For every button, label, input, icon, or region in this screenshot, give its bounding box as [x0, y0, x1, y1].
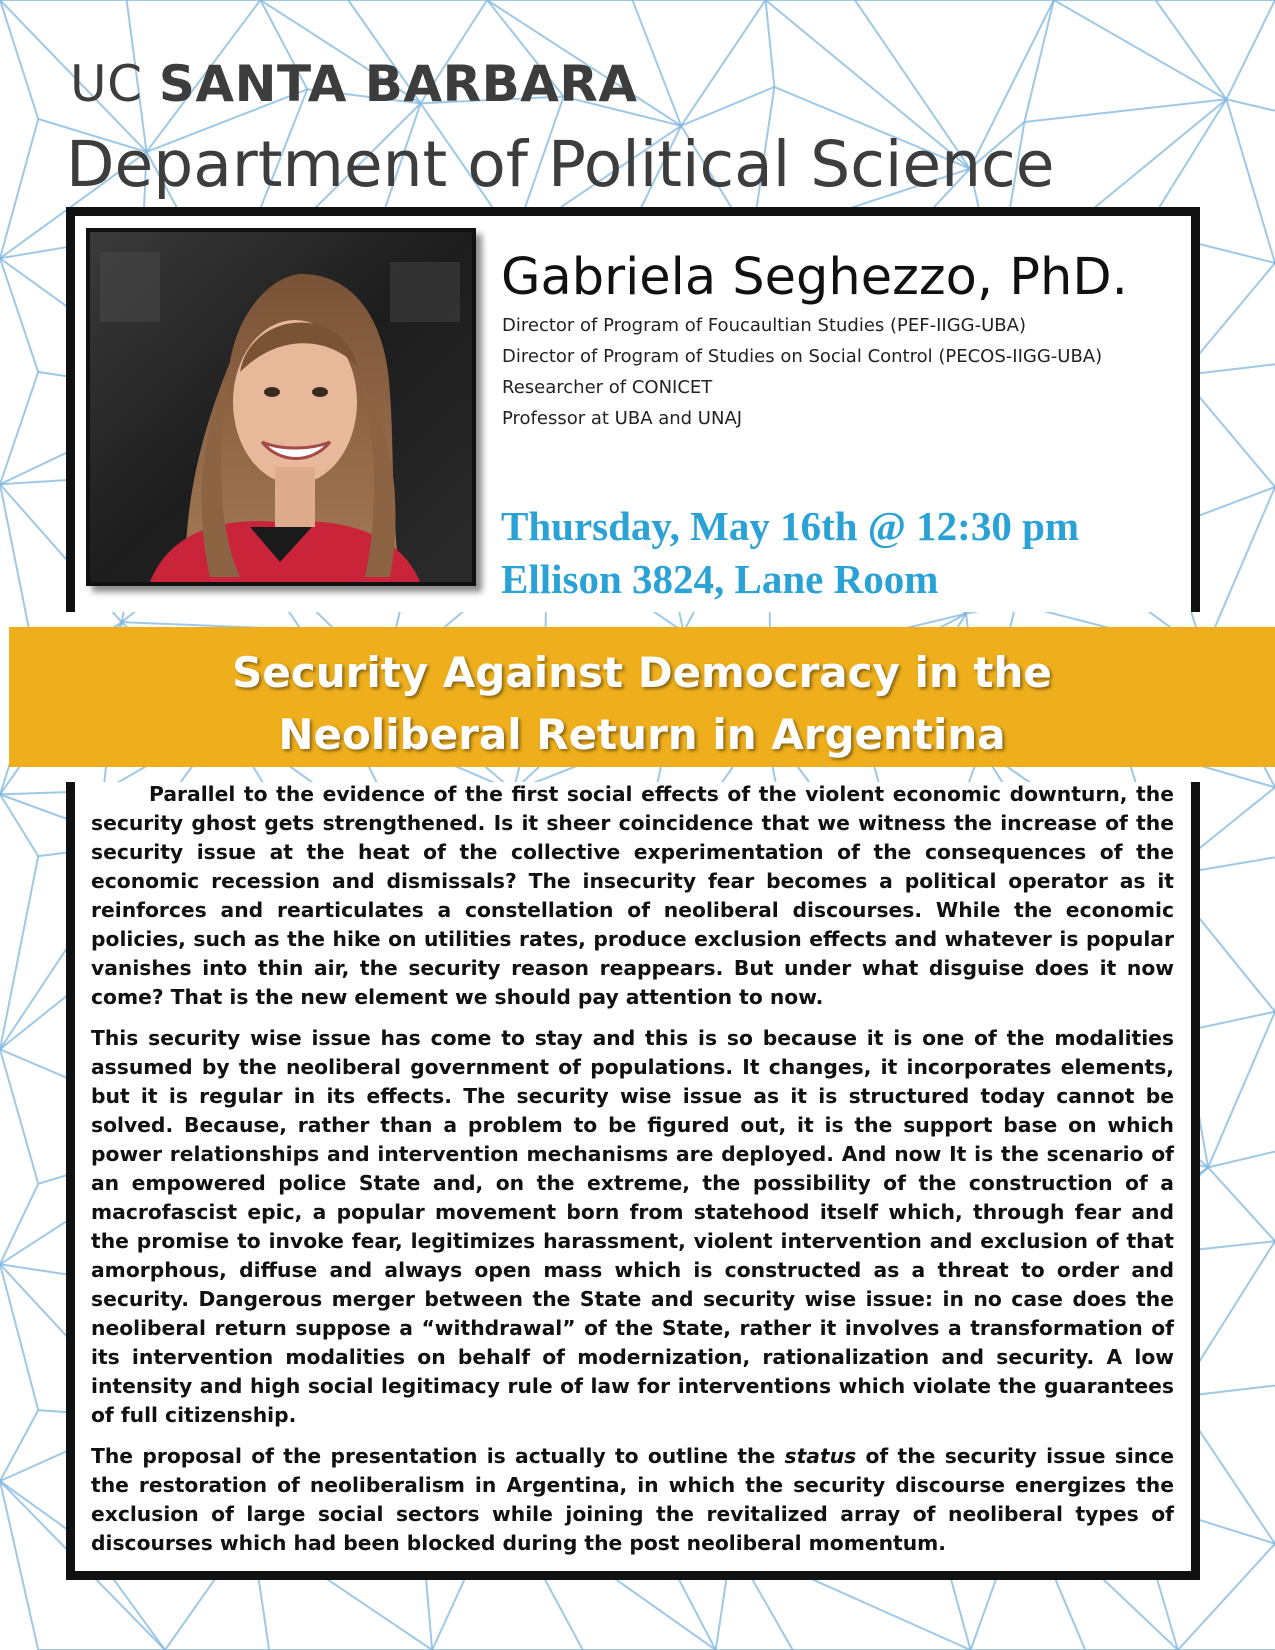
abstract-paragraph-1: Parallel to the evidence of the first social effects of the violent economic downturn, the security ghost gets strengthened. Is it sheer coincidence that we witness the increase of the security issue at the heat of the collective experimentation of the consequences of the economic recession and dismissals? The insecurity fear becomes a political operator as it reinforces and rearticulates a constellation of neoliberal discourses. While the economic policies, such as the hike on utilities rates, produce exclusion effects and whatever is popular vanishes into thin air, the security reason reappears. But under what disguise does it now come? That is the new element we should pay attention to now. [91, 782, 1174, 1009]
network-line [0, 0, 38, 119]
network-line [0, 1049, 38, 1184]
talk-title-banner [9, 627, 1275, 767]
network-line [1226, 0, 1275, 99]
event-date-time: Thursday, May 16th @ 12:30 pm [501, 503, 1080, 549]
network-line [0, 794, 38, 856]
event-location: Ellison 3824, Lane Room [501, 556, 939, 602]
network-line [1226, 99, 1275, 263]
network-line [632, 0, 681, 126]
abstract-emphasis-status: status [784, 1444, 857, 1468]
uc-santa-barbara-logo [70, 55, 638, 113]
network-line [1208, 1167, 1275, 1241]
network-line [0, 1410, 38, 1481]
speaker-role: Researcher of CONICET [502, 377, 713, 398]
department-title: Department of Political Science [66, 128, 1055, 201]
network-line [1226, 99, 1275, 119]
network-line [1054, 0, 1227, 99]
network-line [0, 119, 38, 258]
network-line [681, 0, 765, 126]
network-line [1208, 1012, 1275, 1168]
abstract-paragraph-3-end: of the security issue since the restoration of neoliberalism in Argentina, in which the security discourse energizes the exclusion of large social sectors while joining the revitalized array of neoliberal types of discourses which had been blocked during the post neoliberal momentum. [91, 1444, 1174, 1555]
network-line [766, 0, 775, 87]
talk-title-line-1: Security Against Democracy in the [232, 648, 1052, 697]
logo-uc-text: UC [70, 55, 143, 113]
network-line [0, 372, 38, 484]
network-line [1024, 0, 1053, 122]
speaker-roles-list [502, 310, 1102, 434]
speaker-role: Director of Program of Foucaultian Studies (PEF-IIGG-UBA) [502, 315, 1026, 336]
speaker-role: Director of Program of Studies on Social Control (PECOS-IIGG-UBA) [502, 346, 1103, 367]
network-line [0, 258, 38, 372]
abstract-text [91, 780, 1174, 1570]
speaker-role: Professor at UBA and UNAJ [502, 408, 743, 429]
network-line [1155, 0, 1226, 99]
speaker-portrait-icon [90, 232, 472, 582]
logo-santa-barbara-text: SANTA BARBARA [158, 55, 638, 113]
talk-title-line-2: Neoliberal Return in Argentina [278, 710, 1006, 759]
abstract-paragraph-2: This security wise issue has come to stay and this is so because it is one of the modalities assumed by the neoliberal government of populations. It changes, it incorporates elements, but it is regular in its effects. The security wise issue as it is structured today cannot be solved. Because, rather than a problem to be figured out, it is the support base on which power relationships and intervention mechanisms are deployed. And now It is the scenario of an empowered police State and, on the extreme, the possibility of the construction of a macrofascist epic, a popular movement born from statehood itself which, through fear and the promise to invoke fear, legitimizes harassment, violent intervention and exclusion of that amorphous, diffuse and always open mass which is constructed as a threat to order and security. Dangerous merger between the State and security wise issue: in no case does the neoliberal return suppose a “withdrawal” of the State, rather it involves a transformation of its intervention modalities on behalf of modernization, rationalization and security. A low intensity and high social legitimacy rule of law for interventions which violate the guarantees of full citizenship. [91, 1026, 1174, 1427]
speaker-name: Gabriela Seghezzo, PhD. [501, 248, 1128, 307]
network-line [1024, 99, 1226, 122]
speaker-photo [86, 228, 476, 586]
talk-title [9, 642, 1275, 766]
network-line [0, 1481, 38, 1650]
abstract-paragraph-3-start: The proposal of the presentation is actually to outline the [91, 1444, 785, 1468]
abstract-paragraph-3 [91, 1442, 1174, 1558]
